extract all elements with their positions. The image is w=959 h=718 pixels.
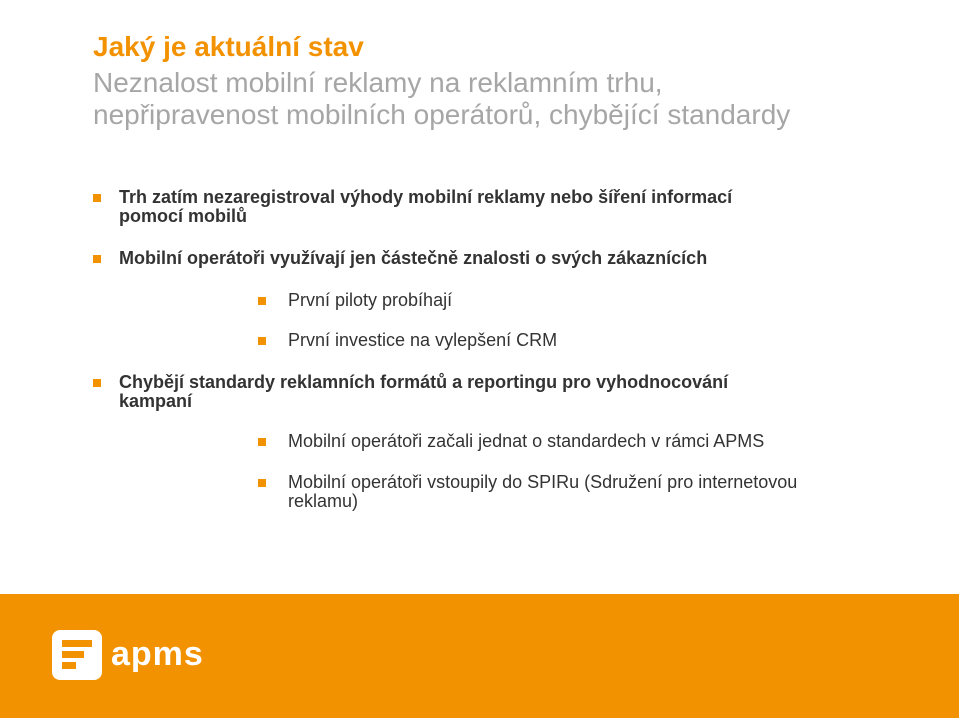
bullet-marker	[93, 255, 101, 263]
apms-logo-text: apms	[111, 635, 204, 673]
bullet-text	[119, 373, 728, 411]
bullet-line: reklamu)	[288, 491, 359, 511]
bullet-marker	[258, 479, 266, 487]
slide-title: Jaký je aktuální stav	[93, 31, 364, 62]
bullet-line: kampaní	[119, 391, 193, 411]
bullet-line: Trh zatím nezaregistroval výhody mobilní reklamy nebo šíření informací	[119, 187, 733, 207]
bullet-marker	[258, 337, 266, 345]
sub-bullet-item	[258, 473, 797, 511]
bullet-text	[288, 331, 557, 350]
slide-subtitle	[93, 67, 790, 131]
bullet-item	[93, 188, 732, 226]
sub-bullet-item	[258, 291, 452, 310]
bullet-marker	[258, 297, 266, 305]
bullet-line: Mobilní operátoři začali jednat o standardech v rámci APMS	[288, 431, 765, 451]
bullet-line: pomocí mobilů	[119, 206, 247, 226]
bullet-line: Mobilní operátoři využívají jen částečně znalosti o svých zákaznících	[119, 248, 708, 268]
bullet-text	[119, 249, 707, 268]
bullet-marker	[93, 194, 101, 202]
bullet-text	[288, 473, 797, 511]
bullet-marker	[93, 379, 101, 387]
bullet-item	[93, 249, 707, 268]
bullet-marker	[258, 438, 266, 446]
bullet-text	[288, 432, 764, 451]
bullet-line: První investice na vylepšení CRM	[288, 330, 558, 350]
subtitle-line: Neznalost mobilní reklamy na reklamním trhu,	[93, 67, 663, 98]
bullet-item	[93, 373, 728, 411]
subtitle-line: nepřipravenost mobilních operátorů, chybějící standardy	[93, 99, 791, 130]
bullet-text	[288, 291, 452, 310]
sub-bullet-item	[258, 432, 764, 451]
sub-bullet-item	[258, 331, 557, 350]
bullet-text	[119, 188, 732, 226]
apms-logo-icon	[52, 630, 102, 680]
bullet-line: Mobilní operátoři vstoupily do SPIRu (Sdružení pro internetovou	[288, 472, 798, 492]
bullet-line: První piloty probíhají	[288, 290, 453, 310]
bullet-line: Chybějí standardy reklamních formátů a reportingu pro vyhodnocování	[119, 372, 729, 392]
